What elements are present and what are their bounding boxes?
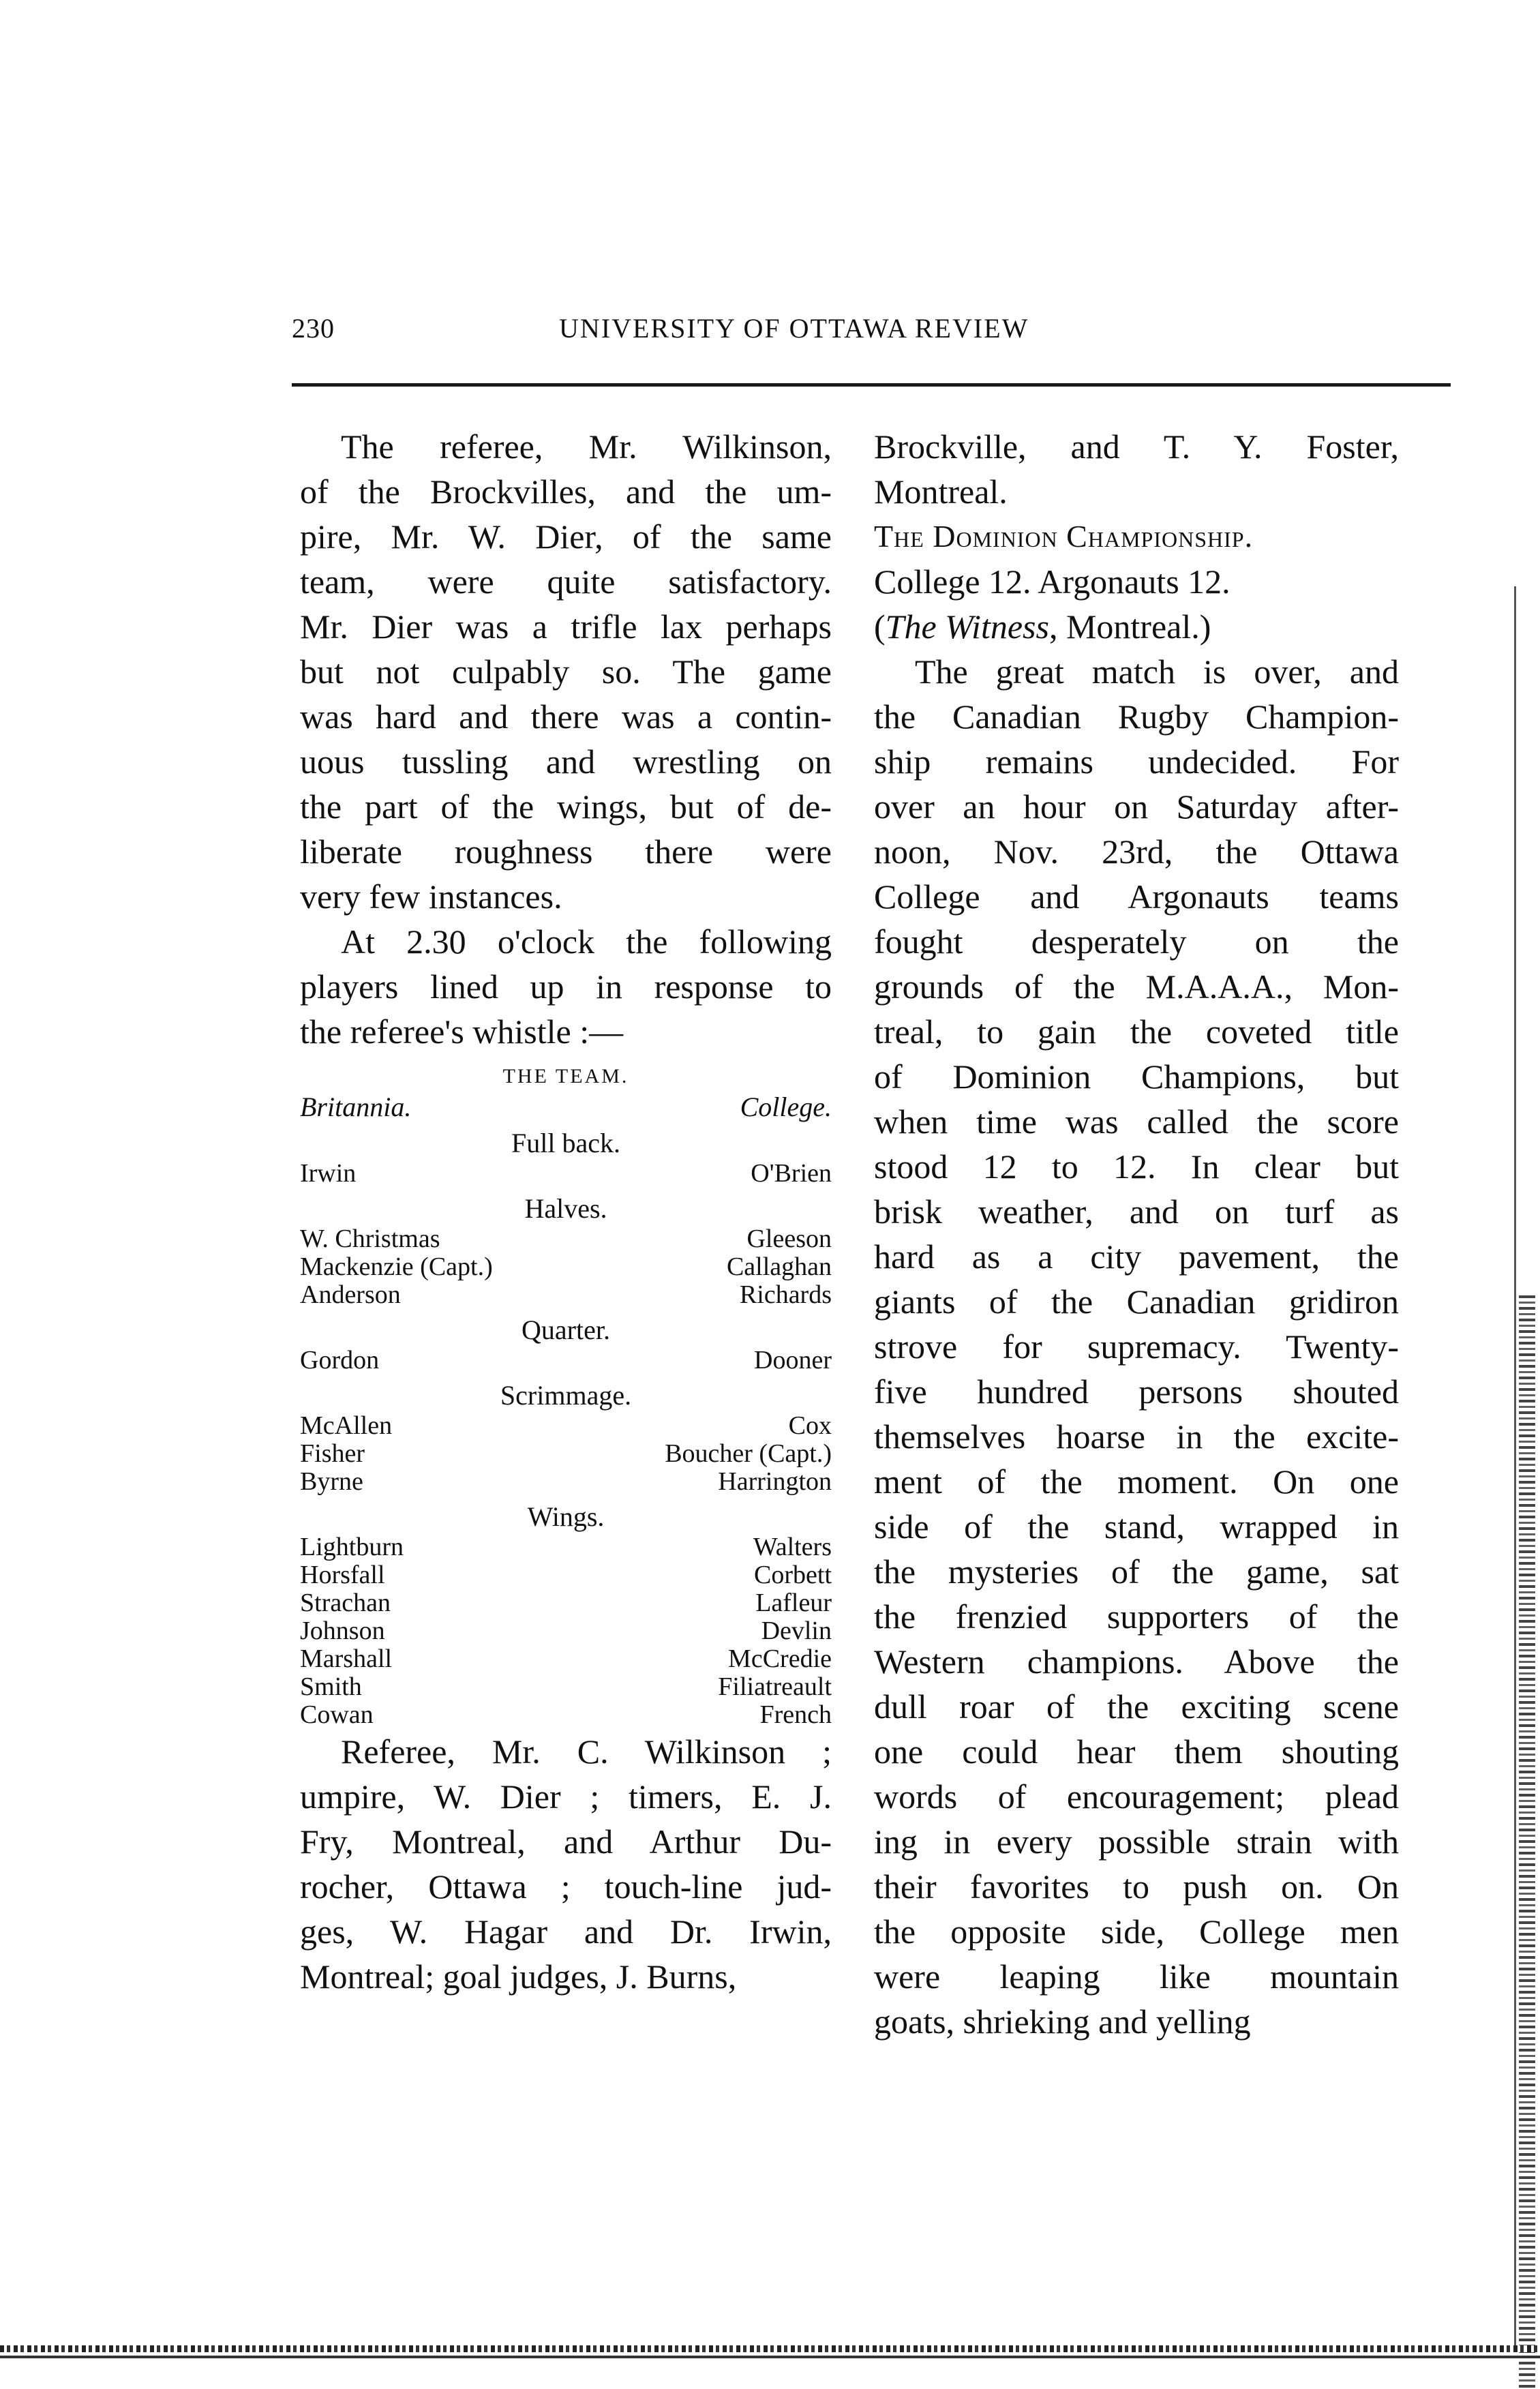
team-lineup bbox=[300, 1062, 832, 1729]
position-heading: Halves. bbox=[524, 1193, 607, 1224]
player-college: Gleeson bbox=[746, 1224, 832, 1253]
text-line: stood 12 to 12. In clear but bbox=[874, 1147, 1399, 1186]
text-line: Brockville, and T. Y. Foster, bbox=[874, 427, 1399, 466]
team-header bbox=[300, 1093, 832, 1121]
team-right-name: College. bbox=[740, 1092, 832, 1122]
text-line: Montreal; goal judges, J. Burns, bbox=[300, 1957, 737, 1996]
player-britannia: Strachan bbox=[300, 1589, 391, 1617]
text-line: Fry, Montreal, and Arthur Du- bbox=[300, 1822, 832, 1861]
text-line: umpire, W. Dier ; timers, E. J. bbox=[300, 1777, 832, 1816]
team-left-name: Britannia. bbox=[300, 1092, 412, 1122]
text-line: goats, shrieking and yelling bbox=[874, 2002, 1251, 2041]
position-heading: Quarter. bbox=[522, 1314, 610, 1345]
text-line: ges, W. Hagar and Dr. Irwin, bbox=[300, 1912, 832, 1951]
header-rule bbox=[292, 383, 1451, 387]
text-line: liberate roughness there were bbox=[300, 832, 832, 871]
player-britannia: Byrne bbox=[300, 1467, 363, 1496]
player-britannia: Lightburn bbox=[300, 1533, 404, 1561]
text-line: College and Argonauts teams bbox=[874, 877, 1399, 916]
text-line: The great match is over, and bbox=[915, 652, 1399, 691]
text-line: five hundred persons shouted bbox=[874, 1372, 1399, 1411]
text-line: the referee's whistle :— bbox=[300, 1012, 624, 1051]
page-number: 230 bbox=[292, 313, 335, 344]
right-column bbox=[874, 424, 1399, 2044]
player-row bbox=[300, 1533, 832, 1561]
text-line: ing in every possible strain with bbox=[874, 1822, 1399, 1861]
player-britannia: Irwin bbox=[300, 1159, 357, 1188]
player-row bbox=[300, 1225, 832, 1253]
text-line: grounds of the M.A.A.A., Mon- bbox=[874, 967, 1399, 1006]
bottom-band bbox=[0, 2345, 1540, 2352]
paragraph-officials bbox=[300, 1729, 832, 1999]
text-line: but not culpably so. The game bbox=[300, 652, 832, 691]
bottom-rule bbox=[0, 2356, 1540, 2358]
text-line: the Canadian Rugby Champion- bbox=[874, 697, 1399, 736]
player-britannia: Johnson bbox=[300, 1617, 385, 1645]
player-britannia: Fisher bbox=[300, 1439, 365, 1468]
text-line: giants of the Canadian gridiron bbox=[874, 1282, 1399, 1321]
player-row bbox=[300, 1347, 832, 1374]
player-row bbox=[300, 1468, 832, 1496]
player-college: Corbett bbox=[754, 1561, 832, 1589]
text-line: hard as a city pavement, the bbox=[874, 1237, 1399, 1276]
player-row bbox=[300, 1412, 832, 1440]
paragraph-referee bbox=[300, 424, 832, 919]
position-heading: Wings. bbox=[527, 1501, 605, 1532]
text-line: dull roar of the exciting scene bbox=[874, 1687, 1399, 1726]
text-line: uous tussling and wrestling on bbox=[300, 742, 832, 781]
player-row bbox=[300, 1617, 832, 1645]
text-line: team, were quite satisfactory. bbox=[300, 562, 832, 601]
player-college: Walters bbox=[753, 1533, 832, 1561]
player-row bbox=[300, 1701, 832, 1729]
section-heading: The Dominion Championship. bbox=[874, 519, 1254, 554]
text-line: strove for supremacy. Twenty- bbox=[874, 1327, 1399, 1366]
text-line: side of the stand, wrapped in bbox=[874, 1507, 1399, 1546]
player-college: Dooner bbox=[754, 1346, 832, 1374]
position-heading: Scrimmage. bbox=[500, 1380, 632, 1411]
text-line: noon, Nov. 23rd, the Ottawa bbox=[874, 832, 1399, 871]
text-line: of Dominion Champions, but bbox=[874, 1057, 1399, 1096]
player-college: Callaghan bbox=[726, 1252, 832, 1281]
positions-list bbox=[300, 1129, 832, 1729]
player-college: French bbox=[759, 1700, 832, 1729]
text-line: themselves hoarse in the excite- bbox=[874, 1417, 1399, 1456]
player-britannia: Gordon bbox=[300, 1346, 380, 1374]
player-row bbox=[300, 1673, 832, 1701]
text-line: one could hear them shouting bbox=[874, 1732, 1399, 1771]
source-place: , Montreal. bbox=[1048, 607, 1200, 646]
text-line: was hard and there was a contin- bbox=[300, 697, 832, 736]
text-line: their favorites to push on. On bbox=[874, 1867, 1399, 1906]
player-row bbox=[300, 1645, 832, 1673]
source-line: (The Witness, Montreal.) bbox=[874, 607, 1211, 646]
edge-band bbox=[1519, 1295, 1535, 2389]
text-line: words of encouragement; plead bbox=[874, 1777, 1399, 1816]
paragraph-lineup bbox=[300, 919, 832, 1054]
player-row bbox=[300, 1440, 832, 1468]
edge-line bbox=[1514, 586, 1516, 2352]
player-britannia: McAllen bbox=[300, 1411, 393, 1440]
text-line: the opposite side, College men bbox=[874, 1912, 1399, 1951]
player-college: Devlin bbox=[761, 1617, 832, 1645]
team-title: THE TEAM. bbox=[502, 1065, 629, 1087]
text-line: treal, to gain the coveted title bbox=[874, 1012, 1399, 1051]
player-row bbox=[300, 1589, 832, 1617]
player-row bbox=[300, 1253, 832, 1281]
player-college: Richards bbox=[739, 1280, 832, 1309]
player-college: McCredie bbox=[728, 1644, 832, 1673]
player-britannia: Horsfall bbox=[300, 1561, 385, 1589]
source-title: The Witness bbox=[885, 607, 1049, 646]
text-line: Montreal. bbox=[874, 472, 1008, 511]
text-line: over an hour on Saturday after- bbox=[874, 787, 1399, 826]
text-line: ment of the moment. On one bbox=[874, 1462, 1399, 1501]
text-line: At 2.30 o'clock the following bbox=[341, 922, 832, 961]
text-line: pire, Mr. W. Dier, of the same bbox=[300, 517, 832, 556]
player-britannia: Cowan bbox=[300, 1700, 374, 1729]
text-line: Western champions. Above the bbox=[874, 1642, 1399, 1681]
text-line: Mr. Dier was a trifle lax perhaps bbox=[300, 607, 832, 646]
player-college: Filiatreault bbox=[718, 1672, 832, 1701]
text-line: the part of the wings, but of de- bbox=[300, 787, 832, 826]
text-line: players lined up in response to bbox=[300, 967, 832, 1006]
player-college: Harrington bbox=[718, 1467, 832, 1496]
score-line: College 12. Argonauts 12. bbox=[874, 562, 1231, 601]
text-line: when time was called the score bbox=[874, 1102, 1399, 1141]
running-head: UNIVERSITY OF OTTAWA REVIEW bbox=[559, 313, 1029, 344]
player-college: O'Brien bbox=[751, 1159, 832, 1188]
paragraph-match-report bbox=[874, 649, 1399, 2044]
player-row bbox=[300, 1561, 832, 1589]
player-college: Lafleur bbox=[755, 1589, 832, 1617]
text-line: very few instances. bbox=[300, 877, 562, 916]
player-britannia: Marshall bbox=[300, 1644, 393, 1673]
player-row bbox=[300, 1160, 832, 1188]
text-line: fought desperately on the bbox=[874, 922, 1399, 961]
text-line: of the Brockvilles, and the um- bbox=[300, 472, 832, 511]
text-line: brisk weather, and on turf as bbox=[874, 1192, 1399, 1231]
text-line: the frenzied supporters of the bbox=[874, 1597, 1399, 1636]
player-college: Cox bbox=[788, 1411, 832, 1440]
text-line: The referee, Mr. Wilkinson, bbox=[341, 427, 832, 466]
text-line: Referee, Mr. C. Wilkinson ; bbox=[341, 1732, 832, 1771]
text-line: ship remains undecided. For bbox=[874, 742, 1399, 781]
player-britannia: Mackenzie (Capt.) bbox=[300, 1252, 493, 1281]
player-britannia: Smith bbox=[300, 1672, 362, 1701]
player-college: Boucher (Capt.) bbox=[665, 1439, 832, 1468]
text-line: were leaping like mountain bbox=[874, 1957, 1399, 1996]
text-line: rocher, Ottawa ; touch-line jud- bbox=[300, 1867, 832, 1906]
position-heading: Full back. bbox=[511, 1128, 620, 1158]
paragraph-continued bbox=[874, 424, 1399, 514]
text-line: the mysteries of the game, sat bbox=[874, 1552, 1399, 1591]
player-britannia: Anderson bbox=[300, 1280, 401, 1309]
player-row bbox=[300, 1281, 832, 1309]
left-column bbox=[300, 424, 832, 1999]
player-britannia: W. Christmas bbox=[300, 1224, 440, 1253]
